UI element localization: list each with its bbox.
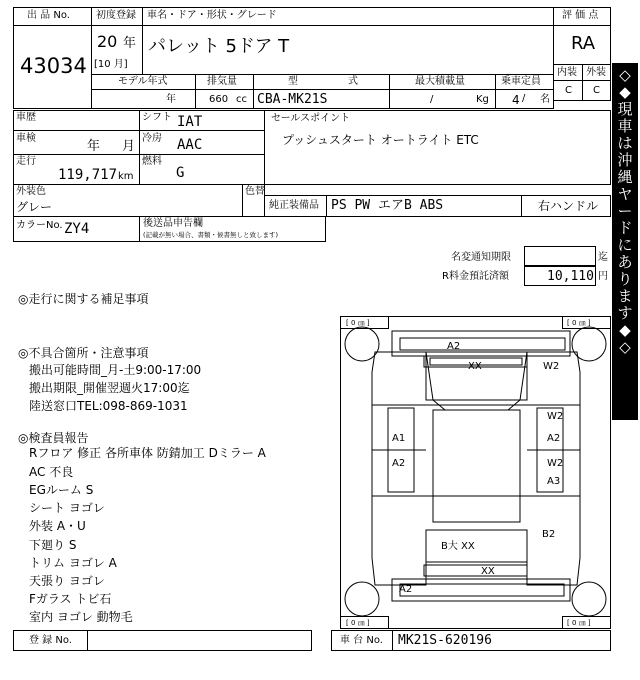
inspector-line: トリム ヨゴレ A	[29, 556, 117, 570]
mark-left-rear-door: A2	[392, 458, 406, 469]
side-notice-char: は	[617, 134, 633, 152]
mark-left-front-door: A1	[392, 433, 406, 444]
mark-rear-garnish: XX	[481, 566, 495, 577]
roof	[433, 410, 520, 522]
inspector-line: Fガラス トビ石	[29, 592, 112, 606]
exterior-grade: C	[593, 85, 600, 96]
r-fee-label: R料金預託済額	[442, 271, 509, 282]
inspector-line: Rフロア 修正 各所車体 防錆加工 Dミラー A	[29, 446, 266, 460]
capacity-slash: /	[522, 93, 526, 104]
lot-number: 43034	[20, 54, 87, 78]
notice-box	[524, 246, 596, 266]
first-reg-year-unit: 年	[123, 36, 137, 51]
equipment-value: PS PW エアB ABS	[331, 198, 444, 213]
inspector-line: 天張り ヨゴレ	[29, 574, 105, 588]
mileage-unit: km	[118, 171, 134, 182]
side-notice-char: ◆	[619, 83, 631, 101]
first-reg-month: [10 月]	[94, 59, 128, 70]
corner-measure-rl: [ 0 ㎝ ]	[346, 619, 370, 627]
aircon-value: AAC	[177, 137, 203, 153]
mark-rear-right-quarter: B2	[542, 529, 556, 540]
shaken-year-unit: 年	[87, 139, 101, 154]
history-label: 車歴	[16, 112, 36, 123]
divider	[242, 184, 243, 217]
side-notice-char: 車	[617, 117, 633, 135]
inspector-line: 室内 ヨゴレ 動物毛	[29, 610, 133, 624]
r-fee-unit: 円	[598, 271, 608, 282]
divider	[521, 195, 522, 217]
capacity-unit: 名	[540, 94, 550, 105]
rear-bumper-inner	[400, 584, 564, 596]
interior-grade: C	[565, 85, 572, 96]
chassis-no: MK21S-620196	[398, 633, 492, 648]
car-name-label: 車名・ドア・形状・グレード	[147, 10, 277, 21]
rear-bumper	[392, 579, 570, 601]
side-notice-char: に	[617, 236, 633, 254]
defect-line: 搬出可能時間_月-土9:00-17:00	[29, 363, 202, 377]
first-reg-label: 初度登録	[96, 10, 136, 21]
mark-right-rear-door: A3	[547, 476, 561, 487]
front-bumper-inner	[400, 338, 565, 350]
side-notice-char: 縄	[617, 168, 633, 186]
max-load-label: 最大積載量	[415, 76, 465, 87]
mark-right-front-fender: W2	[543, 361, 560, 372]
color-label: 外装色	[16, 186, 46, 197]
exterior-label: 外装	[586, 67, 606, 78]
displacement: 660	[209, 94, 229, 105]
inspector-line: 下廻り S	[29, 538, 77, 552]
wheel-rear-right-icon	[572, 582, 606, 616]
shaken-month-unit: 月	[122, 139, 136, 154]
mark-front-bumper: A2	[447, 341, 461, 352]
inspector-line: AC 不良	[29, 465, 74, 479]
color-no: ZY4	[64, 221, 90, 237]
divider	[253, 74, 254, 109]
r-fee: 10,110	[547, 269, 594, 284]
inspector-line: シート ヨゴレ	[29, 501, 105, 515]
side-notice-char: ー	[617, 202, 633, 220]
max-load-slash: /	[430, 94, 434, 105]
divider	[139, 130, 265, 131]
type-label: 型	[288, 76, 298, 87]
side-notice-char: す	[617, 304, 633, 322]
capacity-label: 乗車定員	[501, 76, 541, 87]
model-type: CBA-MK21S	[257, 92, 328, 107]
side-notice-char: あ	[617, 253, 633, 271]
first-reg-year: 20	[97, 32, 118, 51]
shift-label: シフト	[142, 112, 172, 123]
divider	[13, 154, 140, 155]
notice-label: 名変通知期限	[451, 252, 511, 263]
mark-right-front-door-top: W2	[547, 411, 564, 422]
side-notice-char: り	[617, 270, 633, 288]
sales-text: プッシュスタート オートライト ETC	[282, 133, 479, 147]
wheel-front-left-icon	[345, 327, 379, 361]
grade-label: 評 価 点	[562, 10, 599, 21]
fuel-label: 燃料	[142, 156, 162, 167]
type-label-2: 式	[348, 76, 358, 87]
divider	[326, 195, 327, 217]
corner-measure-fr: [ 0 ㎝ ]	[567, 319, 591, 327]
color-value: グレー	[16, 200, 53, 214]
aircon-label: 冷房	[142, 133, 162, 144]
defect-line: 搬出期限_開催翌週火17:00迄	[29, 381, 190, 395]
mark-rear-bumper: A2	[399, 584, 413, 595]
reg-no-label: 登 録 No.	[29, 635, 72, 646]
mark-hood: XX	[468, 361, 482, 372]
lot-label: 出 品 No.	[27, 10, 70, 21]
side-notice-band	[612, 63, 638, 420]
car-name: パレット 5ドア T	[148, 36, 290, 57]
inspector-title: ◎検査員報告	[18, 431, 89, 445]
capacity: 4	[512, 93, 520, 107]
side-notice-char: ド	[617, 219, 633, 237]
corner-measure-fl: [ 0 ㎝ ]	[346, 319, 370, 327]
interior-label: 内装	[557, 67, 577, 78]
mark-right-front-door: A2	[547, 433, 561, 444]
side-notice-char: ◇	[619, 66, 631, 84]
mark-right-rear-door-top: W2	[547, 458, 564, 469]
reg-no-cell	[87, 630, 312, 651]
side-notice-char: ヤ	[617, 185, 633, 203]
max-load-unit: Kg	[476, 94, 489, 105]
mileage: 119,717	[58, 167, 118, 183]
mark-back-door: B大 XX	[441, 541, 475, 552]
displacement-label: 排気量	[207, 76, 237, 87]
handle-value: 右ハンドル	[538, 199, 599, 213]
aftermarket-note: (記載が無い場合、書類・候書無しと致します)	[143, 231, 279, 239]
divider	[139, 154, 265, 155]
aftermarket-label: 後送品申告欄	[143, 218, 203, 229]
hood-outline	[426, 352, 527, 400]
displacement-unit: cc	[236, 94, 247, 105]
model-year-label: モデル年式	[118, 76, 168, 87]
wheel-rear-left-icon	[345, 582, 379, 616]
inspector-line: EGルーム S	[29, 483, 94, 497]
equipment-label: 純正装備品	[269, 200, 319, 211]
color-no-label: カラーNo.	[16, 220, 63, 231]
divider	[495, 74, 496, 109]
divider	[389, 74, 390, 109]
shift-value: IAT	[177, 114, 203, 130]
defect-title: ◎不具合箇所・注意事項	[18, 346, 149, 360]
corner-measure-rr: [ 0 ㎝ ]	[567, 619, 591, 627]
side-notice-char: ◆	[619, 321, 631, 339]
inspector-line: 外装 A・U	[29, 519, 86, 533]
fuel-value: G	[176, 165, 185, 181]
model-year-unit: 年	[166, 94, 176, 105]
supplement-title: ◎走行に関する補足事項	[18, 292, 149, 306]
side-notice-char: ◇	[619, 338, 631, 356]
chassis-label: 車 台 No.	[340, 635, 383, 646]
recolor-label: 色替	[245, 186, 265, 197]
divider	[195, 74, 196, 109]
divider	[13, 130, 140, 131]
side-notice-char: 沖	[617, 151, 633, 169]
shaken-label: 車検	[16, 133, 36, 144]
mileage-label: 走行	[16, 156, 36, 167]
defect-line: 陸送窓口TEL:098-869-1031	[29, 399, 188, 413]
rear-garnish	[424, 565, 527, 576]
grade: RA	[571, 33, 596, 54]
sales-label: セールスポイント	[271, 113, 351, 124]
side-notice-char: ま	[617, 287, 633, 305]
side-notice-char: 現	[617, 100, 633, 118]
notice-suffix: 迄	[598, 252, 608, 263]
car-damage-diagram	[340, 316, 612, 630]
